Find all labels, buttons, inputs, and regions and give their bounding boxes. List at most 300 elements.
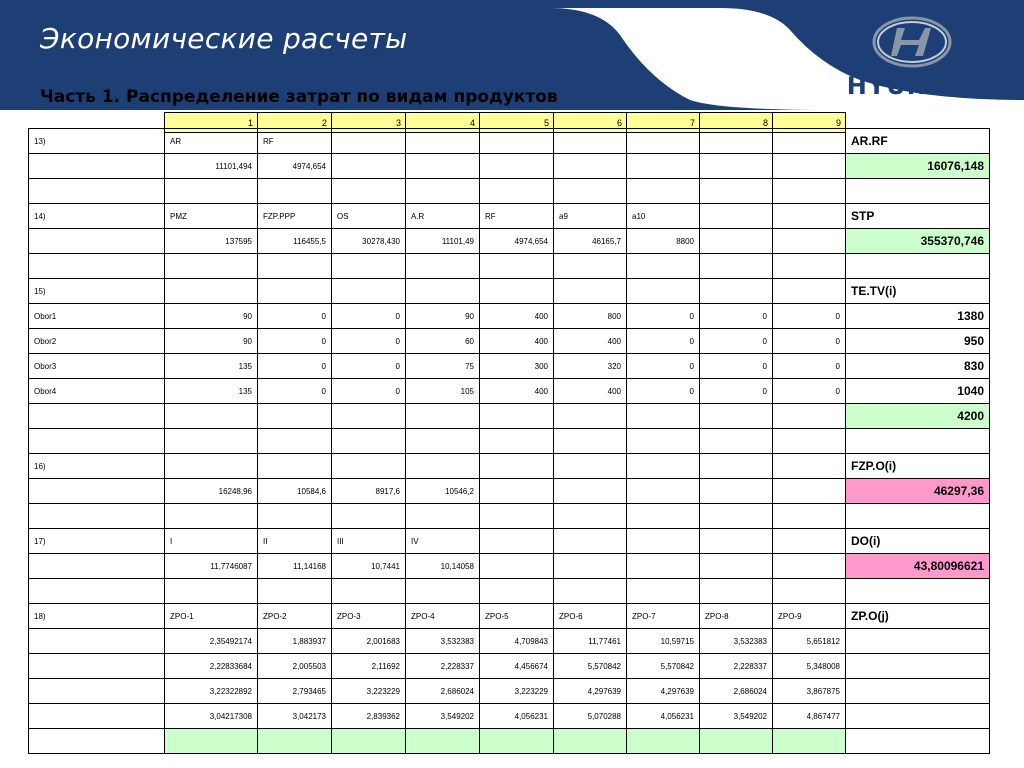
table-cell: 0 bbox=[627, 354, 700, 379]
table-cell bbox=[480, 154, 554, 179]
table-cell: 10,7441 bbox=[332, 554, 406, 579]
table-cell bbox=[258, 254, 332, 279]
table-cell: 800 bbox=[554, 304, 627, 329]
table-cell bbox=[700, 229, 773, 254]
table-cell bbox=[480, 529, 554, 554]
table-cell: 137595 bbox=[165, 229, 258, 254]
table-cell: 2,005503 bbox=[258, 654, 332, 679]
table-cell: 400 bbox=[554, 379, 627, 404]
table-cell bbox=[773, 179, 846, 204]
table-row bbox=[29, 729, 990, 754]
table-cell: 8800 bbox=[627, 229, 700, 254]
table-cell bbox=[773, 204, 846, 229]
table-cell: a10 bbox=[627, 204, 700, 229]
table-cell: 135 bbox=[165, 354, 258, 379]
result-cell bbox=[846, 179, 990, 204]
column-number-6: 6 bbox=[553, 112, 627, 133]
table-cell: 105 bbox=[406, 379, 480, 404]
result-cell: AR.RF bbox=[846, 129, 990, 154]
row-label-cell bbox=[29, 404, 165, 429]
table-cell bbox=[773, 729, 846, 754]
table-cell: a9 bbox=[554, 204, 627, 229]
row-label-cell bbox=[29, 254, 165, 279]
table-cell: 0 bbox=[258, 329, 332, 354]
row-label-cell: Obor4 bbox=[29, 379, 165, 404]
table-cell bbox=[332, 179, 406, 204]
table-cell: 0 bbox=[773, 329, 846, 354]
result-cell: 46297,36 bbox=[846, 479, 990, 504]
result-cell: 16076,148 bbox=[846, 154, 990, 179]
table-cell: 3,532383 bbox=[700, 629, 773, 654]
table-cell bbox=[406, 254, 480, 279]
table-cell bbox=[480, 579, 554, 604]
table-cell bbox=[700, 429, 773, 454]
table-cell bbox=[332, 454, 406, 479]
table-cell bbox=[627, 454, 700, 479]
table-cell bbox=[773, 254, 846, 279]
result-cell bbox=[846, 704, 990, 729]
table-cell bbox=[165, 579, 258, 604]
table-row bbox=[29, 379, 990, 404]
table-cell: I bbox=[165, 529, 258, 554]
row-label-cell bbox=[29, 554, 165, 579]
table-cell bbox=[332, 129, 406, 154]
row-label-cell bbox=[29, 729, 165, 754]
table-cell: 10,59715 bbox=[627, 629, 700, 654]
row-label-cell: 17) bbox=[29, 529, 165, 554]
table-cell bbox=[165, 729, 258, 754]
table-cell bbox=[700, 729, 773, 754]
table-cell bbox=[773, 404, 846, 429]
table-cell bbox=[480, 729, 554, 754]
row-label-cell: 18) bbox=[29, 604, 165, 629]
table-cell: 0 bbox=[773, 379, 846, 404]
column-number-2: 2 bbox=[257, 112, 332, 133]
table-cell: PMZ bbox=[165, 204, 258, 229]
table-cell: 5,570842 bbox=[627, 654, 700, 679]
result-cell: 950 bbox=[846, 329, 990, 354]
table-cell bbox=[700, 554, 773, 579]
table-row bbox=[29, 229, 990, 254]
row-label-cell bbox=[29, 629, 165, 654]
table-cell: 75 bbox=[406, 354, 480, 379]
table-cell: 2,228337 bbox=[700, 654, 773, 679]
row-label-cell: 13) bbox=[29, 129, 165, 154]
result-cell bbox=[846, 629, 990, 654]
row-label-cell bbox=[29, 654, 165, 679]
row-label-cell: 16) bbox=[29, 454, 165, 479]
table-cell bbox=[773, 554, 846, 579]
table-cell bbox=[700, 479, 773, 504]
table-cell: 0 bbox=[332, 304, 406, 329]
table-cell bbox=[480, 504, 554, 529]
table-cell bbox=[700, 504, 773, 529]
table-cell bbox=[773, 529, 846, 554]
table-cell: 3,223229 bbox=[480, 679, 554, 704]
table-cell bbox=[258, 429, 332, 454]
table-row bbox=[29, 479, 990, 504]
table-cell: 90 bbox=[406, 304, 480, 329]
table-cell: A.R bbox=[406, 204, 480, 229]
table-cell: II bbox=[258, 529, 332, 554]
result-cell: 830 bbox=[846, 354, 990, 379]
row-label-cell: Obor1 bbox=[29, 304, 165, 329]
table-cell: ZPO-2 bbox=[258, 604, 332, 629]
table-row bbox=[29, 454, 990, 479]
table-cell bbox=[165, 504, 258, 529]
row-label-cell: Obor3 bbox=[29, 354, 165, 379]
table-row bbox=[29, 679, 990, 704]
table-cell bbox=[332, 154, 406, 179]
table-cell bbox=[165, 404, 258, 429]
table-cell: AR bbox=[165, 129, 258, 154]
table-cell: 3,532383 bbox=[406, 629, 480, 654]
table-cell: 11101,49 bbox=[406, 229, 480, 254]
table-cell bbox=[332, 279, 406, 304]
table-cell: 4,709843 bbox=[480, 629, 554, 654]
table-cell: ZPO-7 bbox=[627, 604, 700, 629]
table-cell bbox=[554, 179, 627, 204]
table-cell: 0 bbox=[627, 379, 700, 404]
result-cell: 1380 bbox=[846, 304, 990, 329]
table-cell bbox=[406, 454, 480, 479]
result-cell bbox=[846, 579, 990, 604]
table-cell bbox=[773, 154, 846, 179]
table-cell bbox=[627, 554, 700, 579]
table-cell: 1,883937 bbox=[258, 629, 332, 654]
table-cell: 8917,6 bbox=[332, 479, 406, 504]
table-cell: 400 bbox=[554, 329, 627, 354]
table-cell bbox=[554, 529, 627, 554]
table-cell bbox=[332, 729, 406, 754]
table-cell bbox=[554, 504, 627, 529]
table-cell: 2,686024 bbox=[700, 679, 773, 704]
table-cell: 2,228337 bbox=[406, 654, 480, 679]
table-cell bbox=[554, 729, 627, 754]
table-cell bbox=[406, 279, 480, 304]
table-cell: RF bbox=[480, 204, 554, 229]
table-cell bbox=[480, 454, 554, 479]
row-label-cell bbox=[29, 679, 165, 704]
table-cell: III bbox=[332, 529, 406, 554]
table-cell bbox=[480, 279, 554, 304]
table-cell: 4,867477 bbox=[773, 704, 846, 729]
result-cell bbox=[846, 679, 990, 704]
table-cell: ZPO-8 bbox=[700, 604, 773, 629]
table-cell: 0 bbox=[332, 379, 406, 404]
table-cell: 4,056231 bbox=[480, 704, 554, 729]
table-row bbox=[29, 254, 990, 279]
table-cell: 10,14058 bbox=[406, 554, 480, 579]
table-cell: 4,297639 bbox=[627, 679, 700, 704]
table-cell bbox=[700, 179, 773, 204]
table-cell: 46165,7 bbox=[554, 229, 627, 254]
table-cell bbox=[406, 579, 480, 604]
table-cell: 90 bbox=[165, 304, 258, 329]
table-cell bbox=[773, 454, 846, 479]
table-cell: 5,651812 bbox=[773, 629, 846, 654]
table-cell: 3,04217308 bbox=[165, 704, 258, 729]
table-cell: 2,839362 bbox=[332, 704, 406, 729]
table-cell bbox=[773, 129, 846, 154]
table-cell bbox=[627, 254, 700, 279]
table-cell bbox=[554, 279, 627, 304]
result-cell: TE.TV(i) bbox=[846, 279, 990, 304]
table-cell: 3,867875 bbox=[773, 679, 846, 704]
table-row bbox=[29, 654, 990, 679]
table-cell bbox=[700, 579, 773, 604]
table-cell: 3,549202 bbox=[700, 704, 773, 729]
table-cell bbox=[406, 504, 480, 529]
table-cell: 4,456674 bbox=[480, 654, 554, 679]
table-cell: 135 bbox=[165, 379, 258, 404]
table-cell: 400 bbox=[480, 329, 554, 354]
column-number-3: 3 bbox=[331, 112, 406, 133]
table-cell bbox=[627, 154, 700, 179]
table-cell bbox=[406, 404, 480, 429]
table-cell bbox=[406, 129, 480, 154]
table-cell bbox=[700, 129, 773, 154]
table-cell bbox=[773, 429, 846, 454]
table-cell: 3,549202 bbox=[406, 704, 480, 729]
table-cell: ZPO-6 bbox=[554, 604, 627, 629]
table-cell: 0 bbox=[258, 379, 332, 404]
table-cell: 0 bbox=[332, 329, 406, 354]
part-subtitle: Часть 1. Распределение затрат по видам продуктов bbox=[40, 87, 558, 107]
table-cell: 4,297639 bbox=[554, 679, 627, 704]
table-cell: 4,056231 bbox=[627, 704, 700, 729]
result-cell: FZP.O(i) bbox=[846, 454, 990, 479]
table-cell: 2,11692 bbox=[332, 654, 406, 679]
table-cell bbox=[773, 504, 846, 529]
table-cell: 0 bbox=[627, 304, 700, 329]
table-cell: 11,77461 bbox=[554, 629, 627, 654]
table-cell: FZP.PPP bbox=[258, 204, 332, 229]
table-cell bbox=[554, 429, 627, 454]
result-cell: DO(i) bbox=[846, 529, 990, 554]
table-cell bbox=[627, 179, 700, 204]
column-number-5: 5 bbox=[479, 112, 554, 133]
column-number-8: 8 bbox=[699, 112, 773, 133]
table-cell: 0 bbox=[258, 304, 332, 329]
table-row bbox=[29, 279, 990, 304]
table-cell: 3,042173 bbox=[258, 704, 332, 729]
table-row bbox=[29, 329, 990, 354]
table-cell bbox=[165, 429, 258, 454]
table-cell: 30278,430 bbox=[332, 229, 406, 254]
table-cell: 90 bbox=[165, 329, 258, 354]
table-cell: 2,35492174 bbox=[165, 629, 258, 654]
table-cell bbox=[700, 254, 773, 279]
table-row bbox=[29, 529, 990, 554]
table-row bbox=[29, 304, 990, 329]
table-cell: 16248,96 bbox=[165, 479, 258, 504]
table-cell bbox=[480, 129, 554, 154]
result-cell bbox=[846, 504, 990, 529]
table-cell bbox=[332, 429, 406, 454]
table-cell bbox=[554, 454, 627, 479]
row-label-cell bbox=[29, 154, 165, 179]
table-cell bbox=[554, 404, 627, 429]
row-label-cell: Obor2 bbox=[29, 329, 165, 354]
table-cell: 0 bbox=[773, 354, 846, 379]
table-row bbox=[29, 429, 990, 454]
column-number-9: 9 bbox=[772, 112, 846, 133]
table-cell bbox=[627, 579, 700, 604]
calculation-table bbox=[28, 128, 990, 754]
table-row bbox=[29, 554, 990, 579]
table-row bbox=[29, 354, 990, 379]
table-cell bbox=[480, 479, 554, 504]
table-cell bbox=[700, 279, 773, 304]
table-cell bbox=[258, 579, 332, 604]
table-cell bbox=[554, 579, 627, 604]
table-cell bbox=[554, 154, 627, 179]
hyundai-wordmark: HYUNDAI bbox=[846, 72, 979, 100]
table-row bbox=[29, 204, 990, 229]
table-cell bbox=[554, 254, 627, 279]
row-label-cell bbox=[29, 229, 165, 254]
table-cell: 0 bbox=[332, 354, 406, 379]
result-cell bbox=[846, 729, 990, 754]
table-cell bbox=[700, 404, 773, 429]
table-cell: 0 bbox=[627, 329, 700, 354]
table-cell: OS bbox=[332, 204, 406, 229]
table-cell bbox=[406, 154, 480, 179]
table-cell bbox=[480, 429, 554, 454]
table-cell bbox=[165, 179, 258, 204]
table-cell bbox=[627, 129, 700, 154]
row-label-cell bbox=[29, 504, 165, 529]
table-cell bbox=[258, 179, 332, 204]
table-cell: 4974,654 bbox=[258, 154, 332, 179]
table-cell bbox=[627, 479, 700, 504]
table-cell: 4974,654 bbox=[480, 229, 554, 254]
table-cell bbox=[332, 404, 406, 429]
table-cell bbox=[406, 179, 480, 204]
table-cell: 2,22833684 bbox=[165, 654, 258, 679]
table-cell: IV bbox=[406, 529, 480, 554]
table-row bbox=[29, 404, 990, 429]
column-number-4: 4 bbox=[405, 112, 480, 133]
table-cell bbox=[258, 404, 332, 429]
table-cell bbox=[700, 454, 773, 479]
table-cell bbox=[627, 504, 700, 529]
table-row bbox=[29, 604, 990, 629]
table-cell: 0 bbox=[700, 329, 773, 354]
table-cell bbox=[554, 554, 627, 579]
table-cell: 11,7746087 bbox=[165, 554, 258, 579]
table-cell bbox=[480, 254, 554, 279]
result-cell: ZP.O(j) bbox=[846, 604, 990, 629]
table-cell bbox=[406, 429, 480, 454]
table-cell bbox=[773, 479, 846, 504]
result-cell: 355370,746 bbox=[846, 229, 990, 254]
table-cell: 3,223229 bbox=[332, 679, 406, 704]
table-cell bbox=[627, 729, 700, 754]
result-cell bbox=[846, 254, 990, 279]
table-cell bbox=[554, 479, 627, 504]
table-cell bbox=[165, 279, 258, 304]
table-cell: 60 bbox=[406, 329, 480, 354]
table-row bbox=[29, 704, 990, 729]
table-cell bbox=[332, 504, 406, 529]
row-label-cell: 15) bbox=[29, 279, 165, 304]
table-cell: 3,22322892 bbox=[165, 679, 258, 704]
table-cell: RF bbox=[258, 129, 332, 154]
table-cell: 2,001683 bbox=[332, 629, 406, 654]
table-cell bbox=[773, 279, 846, 304]
table-cell: ZPO-1 bbox=[165, 604, 258, 629]
table-cell: 0 bbox=[700, 379, 773, 404]
table-cell bbox=[700, 154, 773, 179]
row-label-cell bbox=[29, 429, 165, 454]
table-row bbox=[29, 579, 990, 604]
column-number-1: 1 bbox=[164, 112, 258, 133]
hyundai-emblem-icon bbox=[845, 14, 980, 74]
table-cell bbox=[773, 579, 846, 604]
row-label-cell: 14) bbox=[29, 204, 165, 229]
table-cell: ZPO-4 bbox=[406, 604, 480, 629]
table-cell bbox=[258, 454, 332, 479]
table-cell: 0 bbox=[773, 304, 846, 329]
table-cell: 0 bbox=[700, 304, 773, 329]
table-cell: 2,686024 bbox=[406, 679, 480, 704]
result-cell bbox=[846, 429, 990, 454]
table-cell: 11,14168 bbox=[258, 554, 332, 579]
table-cell bbox=[480, 179, 554, 204]
row-label-cell bbox=[29, 579, 165, 604]
table-cell bbox=[627, 429, 700, 454]
row-label-cell bbox=[29, 479, 165, 504]
table-cell: 5,570842 bbox=[554, 654, 627, 679]
result-cell: 4200 bbox=[846, 404, 990, 429]
table-cell bbox=[258, 504, 332, 529]
table-row bbox=[29, 154, 990, 179]
table-cell: 10584,6 bbox=[258, 479, 332, 504]
result-cell: 43,80096621 bbox=[846, 554, 990, 579]
table-cell: ZPO-3 bbox=[332, 604, 406, 629]
table-cell bbox=[165, 454, 258, 479]
table-cell: 5,348008 bbox=[773, 654, 846, 679]
row-label-cell bbox=[29, 179, 165, 204]
table-cell bbox=[627, 279, 700, 304]
table-row bbox=[29, 504, 990, 529]
table-cell bbox=[406, 729, 480, 754]
table-cell: 400 bbox=[480, 379, 554, 404]
table-row bbox=[29, 179, 990, 204]
table-cell: 400 bbox=[480, 304, 554, 329]
table-cell bbox=[627, 404, 700, 429]
table-cell bbox=[700, 204, 773, 229]
table-cell bbox=[627, 529, 700, 554]
table-cell bbox=[165, 254, 258, 279]
row-label-cell bbox=[29, 704, 165, 729]
table-cell: 320 bbox=[554, 354, 627, 379]
table-cell: 0 bbox=[258, 354, 332, 379]
table-cell: ZPO-5 bbox=[480, 604, 554, 629]
table-row bbox=[29, 629, 990, 654]
table-cell: 10546,2 bbox=[406, 479, 480, 504]
table-cell bbox=[480, 404, 554, 429]
table-cell: ZPO-9 bbox=[773, 604, 846, 629]
table-cell bbox=[332, 254, 406, 279]
table-cell bbox=[700, 529, 773, 554]
hyundai-logo bbox=[845, 14, 980, 99]
table-cell: 116455,5 bbox=[258, 229, 332, 254]
table-cell bbox=[480, 554, 554, 579]
table-cell: 0 bbox=[700, 354, 773, 379]
